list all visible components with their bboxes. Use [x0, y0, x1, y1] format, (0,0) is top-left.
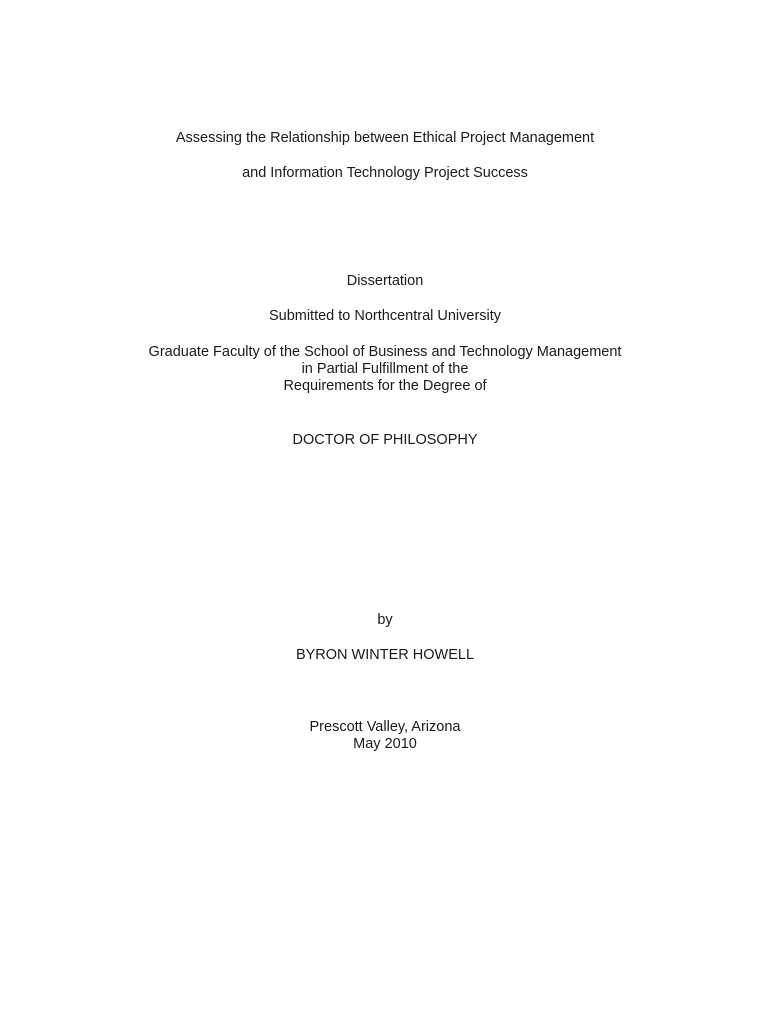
date: May 2010 [353, 736, 417, 752]
location: Prescott Valley, Arizona [309, 719, 461, 735]
submitted-to: Submitted to Northcentral University [268, 308, 502, 324]
partial-fulfillment-line: in Partial Fulfillment of the [301, 361, 469, 377]
title-line-2: and Information Technology Project Success [242, 165, 528, 181]
author-name: BYRON WINTER HOWELL [295, 647, 475, 663]
requirements-line: Requirements for the Degree of [283, 378, 487, 394]
document-type: Dissertation [346, 273, 424, 289]
title-line-1: Assessing the Relationship between Ethical Project Management [175, 130, 595, 146]
degree-name: DOCTOR OF PHILOSOPHY [292, 432, 478, 448]
faculty-line: Graduate Faculty of the School of Business and Technology Management [148, 344, 622, 360]
by-label: by [377, 612, 393, 628]
